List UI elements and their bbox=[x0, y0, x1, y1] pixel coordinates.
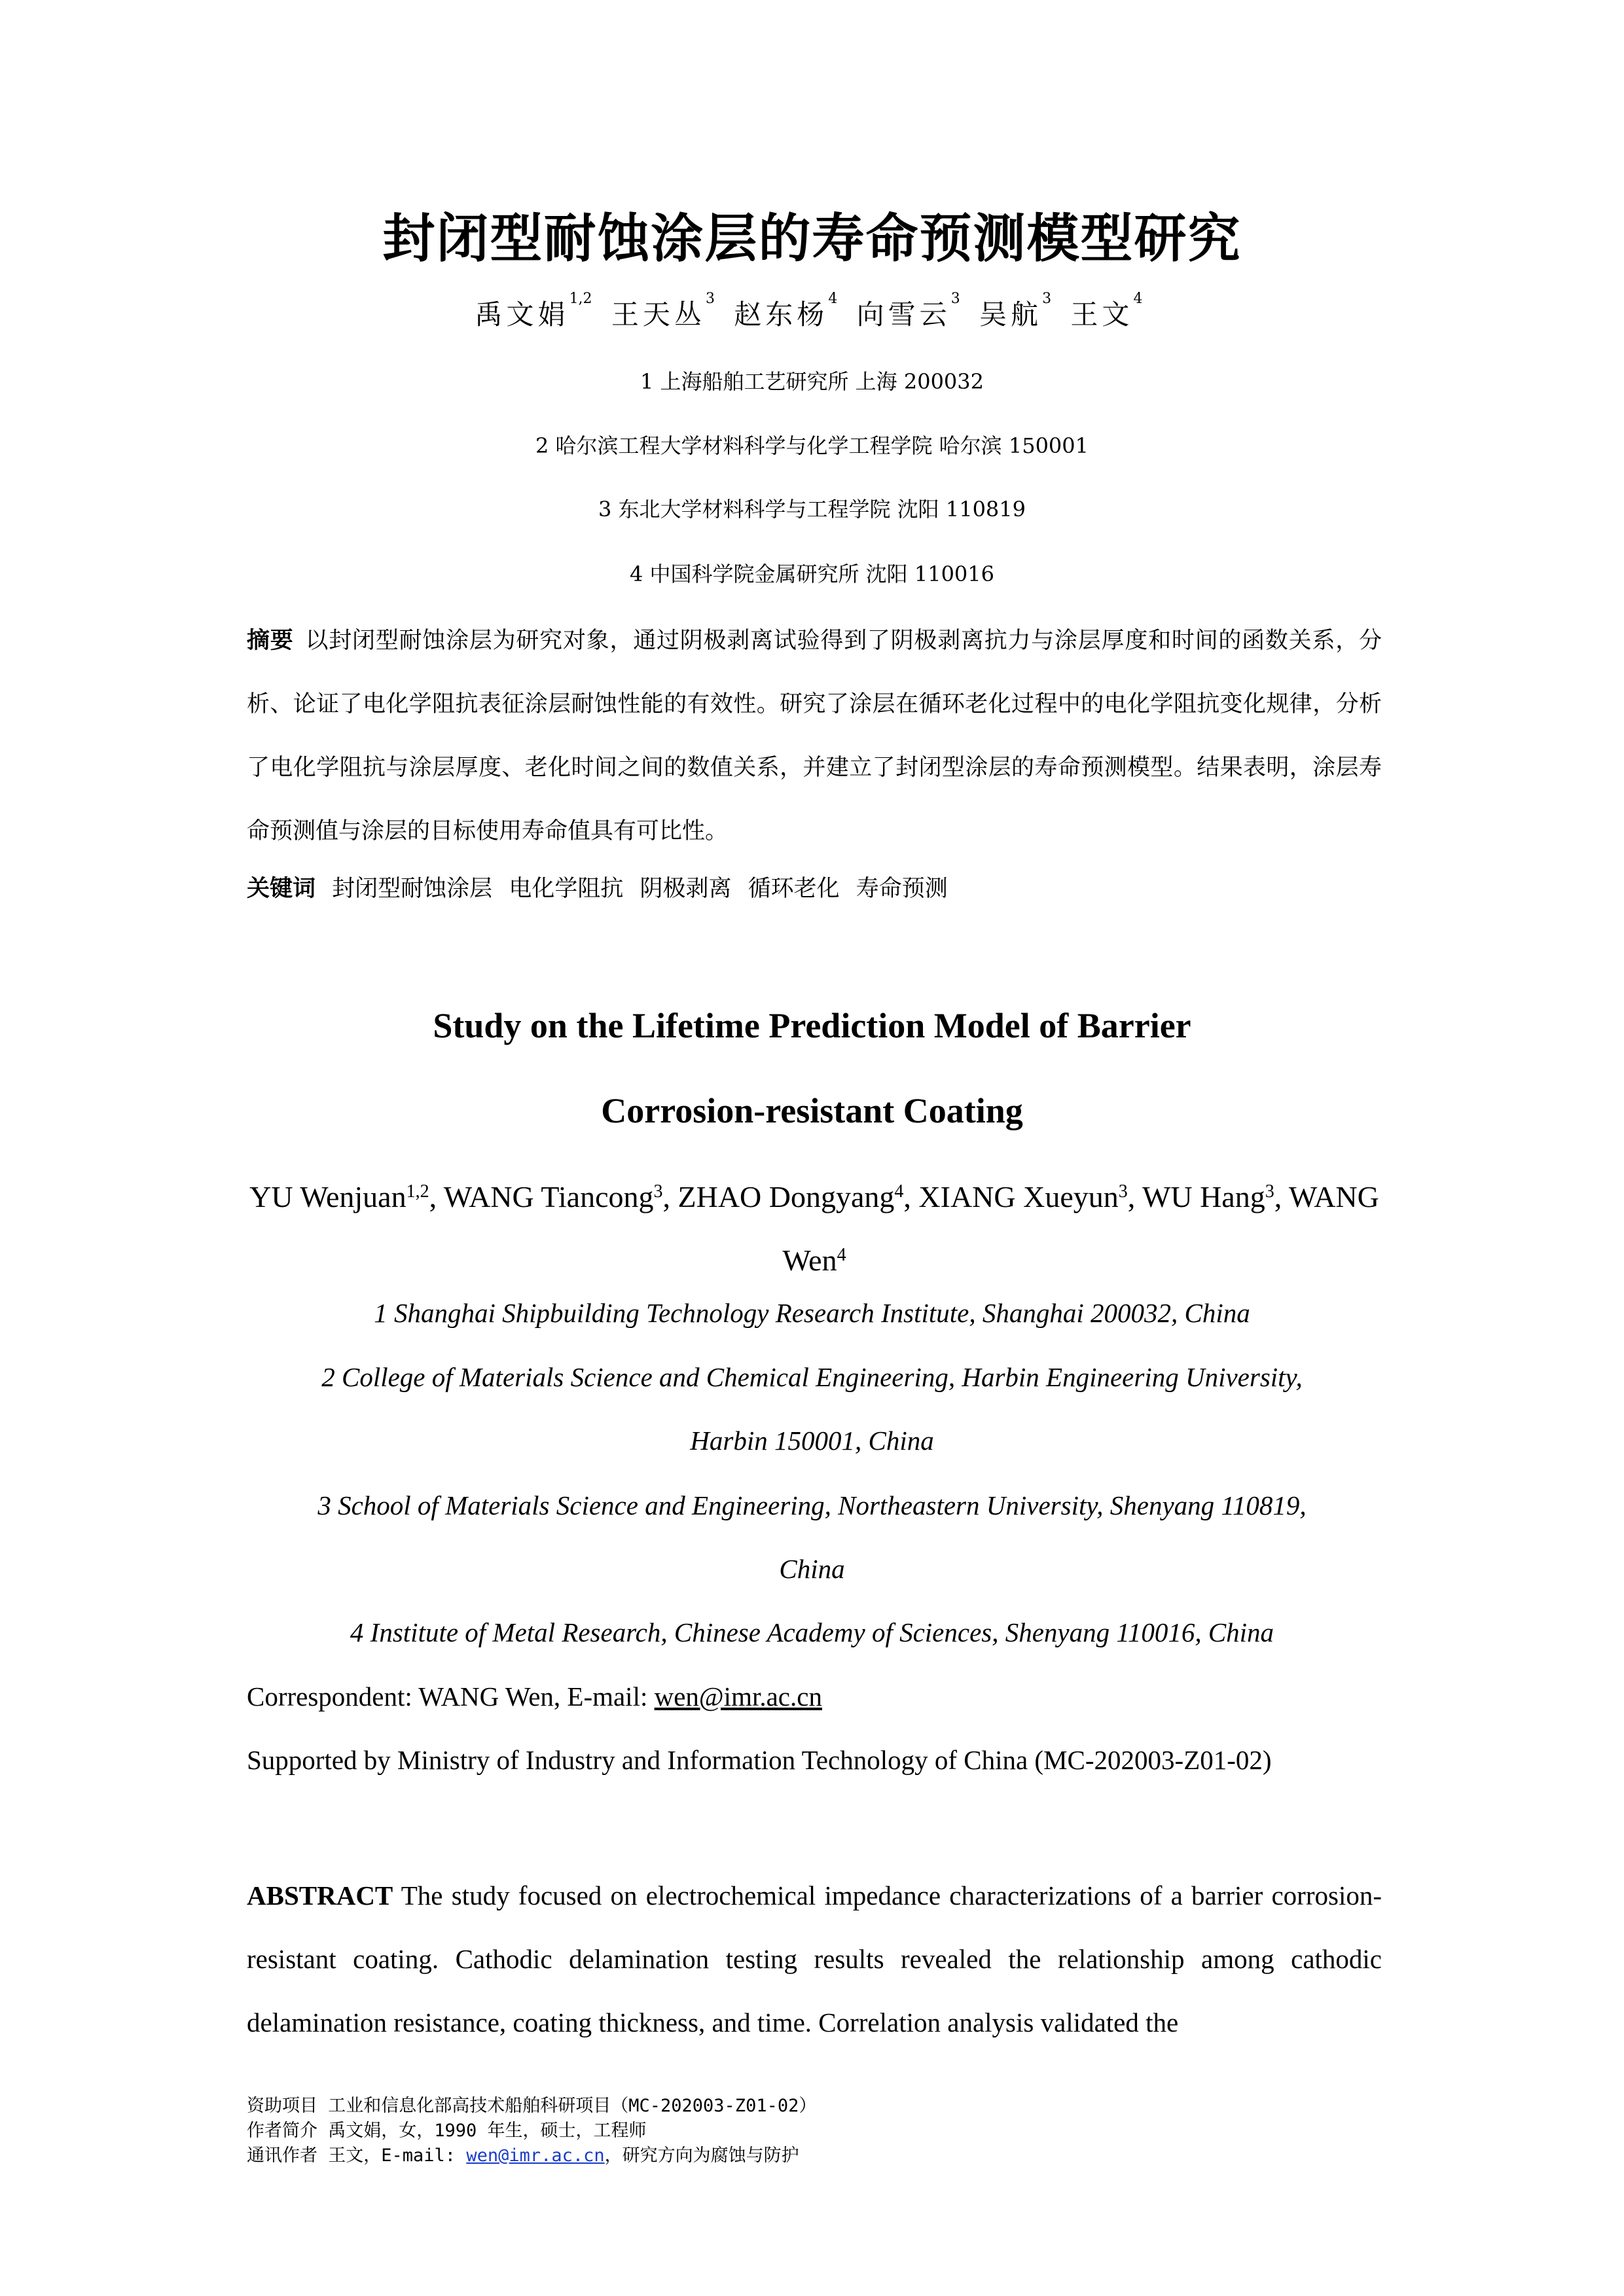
cn-author-list bbox=[0, 293, 1624, 332]
en-abstract bbox=[247, 1864, 1382, 2054]
cn-affiliation: 1 上海船舶工艺研究所 上海 200032 bbox=[640, 369, 984, 394]
footnote-author-bio: 作者简介 禹文娟，女，1990 年生，硕士，工程师 bbox=[247, 2121, 647, 2141]
en-affiliation: China bbox=[779, 1554, 845, 1584]
en-abstract-text: The study focused on electrochemical impedance characterizations of a barrier corrosion-resistant coating. Cathodic delamination testing results revealed the relationship among cathodic delamination resistance, coating thickness, and time. Correlation analysis validated the bbox=[247, 1880, 1382, 2037]
en-affiliation: 4 Institute of Metal Research, Chinese Academy of Sciences, Shenyang 110016, China bbox=[350, 1617, 1274, 1647]
correspondent-line bbox=[247, 1681, 822, 1712]
en-affiliation: 3 School of Materials Science and Engineering, Northeastern University, Shenyang 110819, bbox=[317, 1490, 1307, 1520]
correspondent-email-link[interactable]: wen@imr.ac.cn bbox=[654, 1681, 822, 1712]
cn-affiliation: 2 哈尔滨工程大学材料科学与化学工程学院 哈尔滨 150001 bbox=[535, 433, 1089, 458]
en-title-line-1: Study on the Lifetime Prediction Model of Barrier bbox=[433, 1006, 1191, 1045]
en-author: ZHAO Dongyang$^4$, bbox=[677, 1180, 919, 1213]
en-author-list bbox=[247, 1165, 1382, 1292]
footnote-email-link[interactable]: wen@imr.ac.cn bbox=[466, 2145, 605, 2166]
cn-keywords bbox=[247, 870, 957, 903]
cn-keyword: 阴极剥离 bbox=[640, 876, 732, 902]
cn-author: 王文$^4$ bbox=[1070, 291, 1143, 331]
footnote-funding: 资助项目 工业和信息化部高技术船舶科研项目（MC-202003-Z01-02） bbox=[247, 2096, 817, 2116]
en-affiliation: Harbin 150001, China bbox=[690, 1426, 934, 1456]
cn-keyword: 循环老化 bbox=[748, 876, 840, 902]
cn-abstract-label: 摘要 bbox=[247, 627, 294, 654]
correspondent-prefix: Correspondent: WANG Wen, E-mail: bbox=[247, 1681, 655, 1712]
en-abstract-label: ABSTRACT bbox=[247, 1880, 393, 1910]
cn-keyword: 电化学阻抗 bbox=[509, 876, 624, 902]
cn-abstract-text: 以封闭型耐蚀涂层为研究对象，通过阴极剥离试验得到了阴极剥离抗力与涂层厚度和时间的函数关系，分析、论证了电化学阻抗表征涂层耐蚀性能的有效性。研究了涂层在循环老化过程中的电化学阻抗变化规律，分析了电化学阻抗与涂层厚度、老化时间之间的数值关系，并建立了封闭型涂层的寿命预测模型。结果表明，涂层寿命预测值与涂层的目标使用寿命值具有可比性。 bbox=[247, 628, 1382, 844]
en-title-line-2: Corrosion-resistant Coating bbox=[601, 1091, 1023, 1130]
cn-author: 赵东杨$^4$ bbox=[734, 291, 838, 331]
en-author: WU Hang$^3$, bbox=[1142, 1180, 1289, 1213]
cn-affiliation: 4 中国科学院金属研究所 沈阳 110016 bbox=[629, 562, 995, 586]
cn-author: 吴航$^3$ bbox=[979, 291, 1052, 331]
cn-keyword: 寿命预测 bbox=[856, 876, 948, 902]
cn-author: 禹文娟$^{1,2}$ bbox=[475, 291, 592, 331]
cn-abstract bbox=[247, 609, 1382, 863]
footnote-contact-suffix: ，研究方向为腐蚀与防护 bbox=[604, 2145, 799, 2166]
footnote-contact bbox=[247, 2144, 799, 2168]
en-author: XIANG Xueyun$^3$, bbox=[918, 1180, 1142, 1213]
en-author: WANG Tiancong$^3$, bbox=[443, 1180, 678, 1213]
cn-author: 王天丛$^3$ bbox=[611, 291, 715, 331]
en-author: WANG Wen$^4$ bbox=[782, 1180, 1379, 1277]
en-author: YU Wenjuan$^{1,2}$, bbox=[249, 1180, 444, 1213]
cn-keywords-label: 关键词 bbox=[247, 875, 316, 902]
cn-keyword: 封闭型耐蚀涂层 bbox=[332, 876, 493, 902]
cn-title: 封闭型耐蚀涂层的寿命预测模型研究 bbox=[382, 207, 1242, 269]
en-affiliation: 1 Shanghai Shipbuilding Technology Research Institute, Shanghai 200032, China bbox=[374, 1298, 1250, 1328]
supported-by-line: Supported by Ministry of Industry and Information Technology of China (MC-202003-Z01-02) bbox=[247, 1745, 1272, 1775]
footnote-contact-prefix: 通讯作者 王文，E-mail: bbox=[247, 2145, 467, 2166]
cn-author: 向雪云$^3$ bbox=[856, 291, 960, 331]
en-affiliation: 2 College of Materials Science and Chemical Engineering, Harbin Engineering University, bbox=[321, 1362, 1303, 1392]
cn-affiliation: 3 东北大学材料科学与工程学院 沈阳 110819 bbox=[598, 497, 1026, 522]
